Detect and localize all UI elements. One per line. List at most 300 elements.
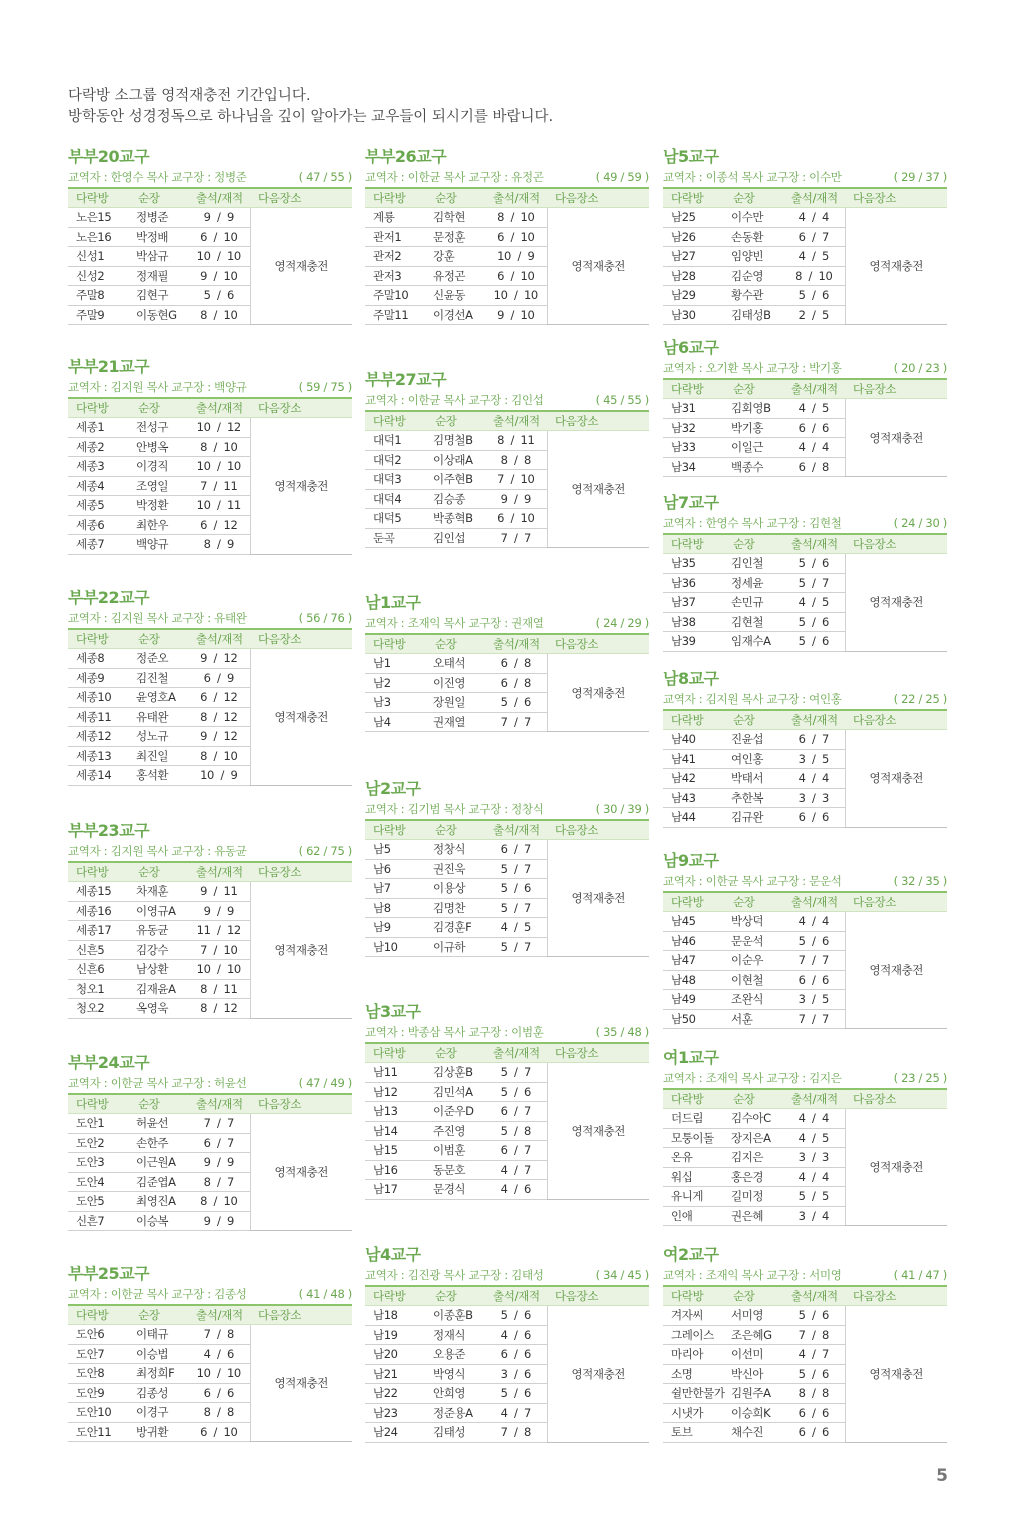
- cell-attendance: 3 / 6: [485, 1364, 547, 1384]
- table-header-row: [365, 188, 649, 208]
- cell-attendance: 6 / 12: [188, 688, 250, 708]
- table-header-cell: 순장: [427, 1043, 485, 1063]
- cell-attendance: 8 / 8: [485, 450, 547, 470]
- table-header-cell: 출석/재적: [188, 1305, 250, 1325]
- cell-attendance: 8 / 10: [188, 746, 250, 766]
- table-header-cell: 다음장소: [547, 411, 649, 431]
- table-header-cell: 순장: [427, 1286, 485, 1306]
- cell-darakbang: 남11: [365, 1063, 427, 1083]
- cell-darakbang: 그레이스: [663, 1325, 725, 1345]
- cell-attendance: 4 / 4: [783, 912, 845, 932]
- cell-attendance: 6 / 6: [783, 418, 845, 438]
- table-header-cell: 출석/재적: [783, 534, 845, 554]
- cell-darakbang: 대덕4: [365, 489, 427, 509]
- cell-leader: 허윤선: [130, 1114, 188, 1134]
- cell-attendance: 5 / 6: [783, 632, 845, 652]
- cell-attendance: 5 / 7: [485, 898, 547, 918]
- table-header-cell: 다락방: [68, 1094, 130, 1114]
- cell-leader: 박신아: [725, 1364, 783, 1384]
- cell-leader: 김태성: [427, 1423, 485, 1443]
- cell-darakbang: 관저2: [365, 247, 427, 267]
- cell-darakbang: 남3: [365, 693, 427, 713]
- cell-attendance: 5 / 6: [783, 1306, 845, 1326]
- cell-darakbang: 도안11: [68, 1422, 130, 1442]
- cell-next-place: 영적재충전: [845, 554, 947, 652]
- cell-leader: 이승법: [130, 1344, 188, 1364]
- cell-next-place: 영적재충전: [845, 1306, 947, 1443]
- district-title: 부부22교구: [68, 588, 150, 607]
- cell-darakbang: 토브: [663, 1423, 725, 1443]
- table-row: [365, 654, 649, 674]
- cell-leader: 유정곤: [427, 266, 485, 286]
- table-header-cell: 다음장소: [547, 820, 649, 840]
- intro-line-2: 방학동안 성경정독으로 하나님을 깊이 알아가는 교우들이 되시기를 바랍니다.: [68, 109, 554, 125]
- cell-next-place: 영적재충전: [547, 431, 649, 548]
- cell-leader: 김종성: [130, 1383, 188, 1403]
- district-score: ( 47 / 55 ): [298, 170, 352, 184]
- cell-leader: 서미영: [725, 1306, 783, 1326]
- cell-leader: 길미정: [725, 1187, 783, 1207]
- table-header-cell: 다락방: [663, 892, 725, 912]
- cell-attendance: 5 / 6: [783, 931, 845, 951]
- cell-attendance: 6 / 8: [485, 654, 547, 674]
- cell-leader: 권진욱: [427, 859, 485, 879]
- district-score: ( 32 / 35 ): [893, 874, 947, 888]
- cell-darakbang: 주말9: [68, 305, 130, 325]
- district-group: [365, 369, 649, 548]
- cell-darakbang: 세종9: [68, 668, 130, 688]
- cell-leader: 김지은: [725, 1148, 783, 1168]
- table-row: [663, 1109, 947, 1129]
- table-row: [365, 1063, 649, 1083]
- table-header-cell: 순장: [427, 634, 485, 654]
- cell-darakbang: 남17: [365, 1180, 427, 1200]
- cell-darakbang: 세종13: [68, 746, 130, 766]
- district-table: [68, 1093, 352, 1231]
- table-header-cell: 다락방: [68, 1305, 130, 1325]
- district-staff: 교역자 : 김기범 목사 교구장 : 정창식: [365, 802, 544, 816]
- cell-attendance: 7 / 7: [783, 1009, 845, 1029]
- district-score: ( 49 / 59 ): [595, 170, 649, 184]
- cell-darakbang: 청오2: [68, 999, 130, 1019]
- cell-attendance: 5 / 7: [485, 937, 547, 957]
- cell-darakbang: 남48: [663, 970, 725, 990]
- cell-darakbang: 남23: [365, 1403, 427, 1423]
- cell-darakbang: 노은15: [68, 208, 130, 228]
- cell-leader: 문경식: [427, 1180, 485, 1200]
- district-score: ( 41 / 47 ): [893, 1268, 947, 1282]
- cell-darakbang: 대덕2: [365, 450, 427, 470]
- district-staff: 교역자 : 김지원 목사 교구장 : 백양규: [68, 380, 247, 394]
- district-title: 남8교구: [663, 669, 719, 688]
- table-header-cell: 다락방: [663, 1089, 725, 1109]
- cell-leader: 윤영호A: [130, 688, 188, 708]
- cell-attendance: 5 / 6: [783, 286, 845, 306]
- district-staff: 교역자 : 김진광 목사 교구장 : 김태성: [365, 1268, 544, 1282]
- table-header-cell: 다음장소: [250, 862, 352, 882]
- table-header-cell: 출석/재적: [783, 1089, 845, 1109]
- table-header-cell: 순장: [725, 188, 783, 208]
- cell-leader: 이규하: [427, 937, 485, 957]
- cell-darakbang: 신흔7: [68, 1211, 130, 1231]
- cell-attendance: 6 / 9: [188, 668, 250, 688]
- cell-attendance: 8 / 10: [783, 266, 845, 286]
- district-score: ( 62 / 75 ): [298, 844, 352, 858]
- cell-leader: 조영일: [130, 476, 188, 496]
- cell-leader: 이순우: [725, 951, 783, 971]
- table-row: [663, 1306, 947, 1326]
- cell-leader: 정병준: [130, 208, 188, 228]
- district-staff: 교역자 : 조재익 목사 교구장 : 권재열: [365, 616, 544, 630]
- cell-darakbang: 세종16: [68, 901, 130, 921]
- district-staff: 교역자 : 박종삼 목사 교구장 : 이범훈: [365, 1025, 544, 1039]
- table-header-row: [68, 398, 352, 418]
- cell-next-place: 영적재충전: [845, 730, 947, 828]
- district-title: 부부26교구: [365, 147, 447, 166]
- table-header-row: [365, 411, 649, 431]
- district-staff: 교역자 : 이종석 목사 교구장 : 이수만: [663, 170, 842, 184]
- cell-darakbang: 남30: [663, 305, 725, 325]
- cell-attendance: 9 / 12: [188, 727, 250, 747]
- table-row: [663, 399, 947, 419]
- cell-leader: 김민석A: [427, 1082, 485, 1102]
- cell-attendance: 2 / 5: [783, 305, 845, 325]
- table-header-cell: 순장: [725, 1089, 783, 1109]
- cell-attendance: 3 / 3: [783, 1148, 845, 1168]
- district-staff: 교역자 : 이한균 목사 교구장 : 유정곤: [365, 170, 544, 184]
- cell-darakbang: 인애: [663, 1206, 725, 1226]
- table-header-cell: 순장: [725, 1286, 783, 1306]
- cell-attendance: 6 / 6: [783, 808, 845, 828]
- table-header-cell: 다락방: [365, 188, 427, 208]
- cell-attendance: 6 / 10: [188, 1422, 250, 1442]
- district-score: ( 23 / 25 ): [893, 1071, 947, 1085]
- district-meta: [68, 609, 352, 628]
- cell-darakbang: 남21: [365, 1364, 427, 1384]
- cell-darakbang: 세종15: [68, 882, 130, 902]
- district-group: [68, 820, 352, 1019]
- cell-leader: 김경훈F: [427, 918, 485, 938]
- table-header-row: [663, 188, 947, 208]
- cell-darakbang: 쉴만한물가: [663, 1384, 725, 1404]
- cell-darakbang: 도안7: [68, 1344, 130, 1364]
- district-staff: 교역자 : 이한균 목사 교구장 : 김종성: [68, 1287, 247, 1301]
- cell-attendance: 5 / 6: [783, 1364, 845, 1384]
- district-group: [365, 1244, 649, 1443]
- cell-darakbang: 남13: [365, 1102, 427, 1122]
- cell-attendance: 10 / 10: [188, 960, 250, 980]
- cell-darakbang: 남46: [663, 931, 725, 951]
- cell-leader: 김수아C: [725, 1109, 783, 1129]
- district-group: [365, 146, 649, 325]
- cell-darakbang: 남19: [365, 1325, 427, 1345]
- table-header-cell: 출석/재적: [485, 411, 547, 431]
- table-header-cell: 다음장소: [547, 634, 649, 654]
- district-staff: 교역자 : 이한균 목사 교구장 : 허윤선: [68, 1076, 247, 1090]
- table-header-cell: 다음장소: [845, 1089, 947, 1109]
- cell-darakbang: 남12: [365, 1082, 427, 1102]
- cell-leader: 이상래A: [427, 450, 485, 470]
- table-header-cell: 다락방: [663, 534, 725, 554]
- table-header-cell: 출석/재적: [783, 379, 845, 399]
- cell-leader: 김규완: [725, 808, 783, 828]
- cell-attendance: 10 / 11: [188, 496, 250, 516]
- district-meta: [68, 1285, 352, 1304]
- cell-darakbang: 주말11: [365, 305, 427, 325]
- cell-leader: 오태석: [427, 654, 485, 674]
- cell-darakbang: 대덕3: [365, 470, 427, 490]
- table-header-cell: 출석/재적: [783, 892, 845, 912]
- cell-attendance: 4 / 5: [783, 247, 845, 267]
- table-header-cell: 다음장소: [547, 188, 649, 208]
- cell-leader: 장원일: [427, 693, 485, 713]
- cell-attendance: 7 / 7: [783, 951, 845, 971]
- table-header-cell: 순장: [130, 398, 188, 418]
- cell-attendance: 9 / 9: [188, 1153, 250, 1173]
- table-header-cell: 출석/재적: [485, 188, 547, 208]
- district-title: 남3교구: [365, 1002, 421, 1021]
- cell-attendance: 6 / 6: [783, 970, 845, 990]
- cell-attendance: 6 / 8: [783, 457, 845, 477]
- district-score: ( 35 / 48 ): [595, 1025, 649, 1039]
- cell-darakbang: 세종1: [68, 418, 130, 438]
- district-table: [68, 187, 352, 325]
- cell-darakbang: 노은16: [68, 227, 130, 247]
- cell-leader: 이승복: [130, 1211, 188, 1231]
- cell-darakbang: 남6: [365, 859, 427, 879]
- cell-leader: 문운석: [725, 931, 783, 951]
- cell-darakbang: 세종2: [68, 437, 130, 457]
- cell-darakbang: 남18: [365, 1306, 427, 1326]
- cell-attendance: 6 / 7: [783, 227, 845, 247]
- table-row: [663, 730, 947, 750]
- cell-leader: 임재수A: [725, 632, 783, 652]
- district-staff: 교역자 : 오기환 목사 교구장 : 박기홍: [663, 361, 842, 375]
- cell-darakbang: 남40: [663, 730, 725, 750]
- cell-attendance: 4 / 5: [783, 593, 845, 613]
- cell-attendance: 7 / 7: [485, 712, 547, 732]
- table-row: [68, 649, 352, 669]
- table-header-cell: 다음장소: [845, 892, 947, 912]
- cell-attendance: 5 / 6: [188, 286, 250, 306]
- district-meta: [365, 391, 649, 410]
- cell-next-place: 영적재충전: [547, 1063, 649, 1200]
- district-table: [365, 187, 649, 325]
- cell-leader: 박종혁B: [427, 509, 485, 529]
- cell-next-place: 영적재충전: [250, 882, 352, 1019]
- table-header-cell: 다락방: [68, 188, 130, 208]
- cell-darakbang: 남2: [365, 673, 427, 693]
- cell-leader: 정세윤: [725, 573, 783, 593]
- cell-darakbang: 남42: [663, 769, 725, 789]
- cell-darakbang: 남35: [663, 554, 725, 574]
- table-row: [68, 1114, 352, 1134]
- cell-attendance: 7 / 8: [485, 1423, 547, 1443]
- cell-attendance: 9 / 11: [188, 882, 250, 902]
- cell-leader: 이선미: [725, 1345, 783, 1365]
- cell-darakbang: 남44: [663, 808, 725, 828]
- cell-leader: 유태완: [130, 707, 188, 727]
- district-meta: [68, 842, 352, 861]
- table-header-cell: 다음장소: [250, 1305, 352, 1325]
- table-header-row: [68, 188, 352, 208]
- district-score: ( 29 / 37 ): [893, 170, 947, 184]
- cell-attendance: 7 / 8: [188, 1325, 250, 1345]
- cell-attendance: 5 / 8: [485, 1121, 547, 1141]
- cell-darakbang: 남49: [663, 990, 725, 1010]
- table-header-cell: 다락방: [365, 411, 427, 431]
- cell-attendance: 7 / 10: [485, 470, 547, 490]
- cell-attendance: 5 / 6: [485, 1082, 547, 1102]
- district-meta: [68, 378, 352, 397]
- cell-leader: 김현철: [725, 612, 783, 632]
- table-header-cell: 다음장소: [845, 534, 947, 554]
- cell-attendance: 6 / 8: [485, 673, 547, 693]
- cell-leader: 방귀환: [130, 1422, 188, 1442]
- cell-attendance: 4 / 4: [783, 438, 845, 458]
- cell-darakbang: 도안10: [68, 1403, 130, 1423]
- cell-darakbang: 남25: [663, 208, 725, 228]
- cell-attendance: 8 / 11: [188, 979, 250, 999]
- table-header-cell: 다음장소: [547, 1286, 649, 1306]
- cell-leader: 안병옥: [130, 437, 188, 457]
- cell-attendance: 7 / 7: [485, 528, 547, 548]
- cell-leader: 유동균: [130, 921, 188, 941]
- district-staff: 교역자 : 조재익 목사 교구장 : 김지은: [663, 1071, 842, 1085]
- cell-leader: 김명찬: [427, 898, 485, 918]
- cell-leader: 홍은경: [725, 1167, 783, 1187]
- cell-attendance: 10 / 9: [188, 766, 250, 786]
- cell-attendance: 9 / 10: [188, 266, 250, 286]
- table-header-cell: 다음장소: [845, 1286, 947, 1306]
- district-meta: [365, 614, 649, 633]
- table-header-cell: 출석/재적: [485, 634, 547, 654]
- district-score: ( 34 / 45 ): [595, 1268, 649, 1282]
- cell-leader: 안희영: [427, 1384, 485, 1404]
- table-header-cell: 다락방: [663, 188, 725, 208]
- table-header-cell: 출석/재적: [188, 629, 250, 649]
- cell-attendance: 4 / 6: [188, 1344, 250, 1364]
- table-header-cell: 다음장소: [250, 1094, 352, 1114]
- cell-attendance: 8 / 11: [485, 431, 547, 451]
- cell-leader: 정창식: [427, 840, 485, 860]
- cell-leader: 박삼규: [130, 247, 188, 267]
- cell-leader: 이일근: [725, 438, 783, 458]
- cell-leader: 여인홍: [725, 749, 783, 769]
- cell-next-place: 영적재충전: [547, 1306, 649, 1443]
- cell-darakbang: 둔곡: [365, 528, 427, 548]
- cell-leader: 김원주A: [725, 1384, 783, 1404]
- cell-leader: 김진철: [130, 668, 188, 688]
- table-header-cell: 출석/재적: [485, 820, 547, 840]
- district-title: 남4교구: [365, 1245, 421, 1264]
- cell-leader: 박태서: [725, 769, 783, 789]
- cell-leader: 박기홍: [725, 418, 783, 438]
- table-header-row: [663, 710, 947, 730]
- cell-darakbang: 남20: [365, 1345, 427, 1365]
- table-header-row: [365, 634, 649, 654]
- district-meta: [663, 514, 947, 533]
- table-row: [663, 208, 947, 228]
- table-header-cell: 다락방: [663, 1286, 725, 1306]
- table-header-row: [68, 1305, 352, 1325]
- table-header-row: [663, 1286, 947, 1306]
- cell-leader: 최정희F: [130, 1364, 188, 1384]
- cell-next-place: 영적재충전: [845, 399, 947, 477]
- cell-darakbang: 남9: [365, 918, 427, 938]
- cell-attendance: 6 / 6: [485, 1345, 547, 1365]
- district-group: [663, 146, 947, 325]
- table-row: [68, 882, 352, 902]
- cell-darakbang: 남38: [663, 612, 725, 632]
- cell-darakbang: 남8: [365, 898, 427, 918]
- cell-darakbang: 대덕1: [365, 431, 427, 451]
- table-header-cell: 다락방: [68, 398, 130, 418]
- district-score: ( 59 / 75 ): [298, 380, 352, 394]
- cell-darakbang: 계룡: [365, 208, 427, 228]
- cell-leader: 박정배: [130, 227, 188, 247]
- table-header-cell: 다락방: [68, 629, 130, 649]
- cell-leader: 이현철: [725, 970, 783, 990]
- cell-attendance: 7 / 7: [188, 1114, 250, 1134]
- cell-leader: 이경직: [130, 457, 188, 477]
- cell-attendance: 6 / 10: [485, 509, 547, 529]
- cell-darakbang: 남24: [365, 1423, 427, 1443]
- cell-leader: 김순영: [725, 266, 783, 286]
- cell-leader: 이종훈B: [427, 1306, 485, 1326]
- cell-darakbang: 도안3: [68, 1153, 130, 1173]
- cell-attendance: 6 / 6: [783, 1403, 845, 1423]
- cell-darakbang: 남34: [663, 457, 725, 477]
- cell-darakbang: 남7: [365, 879, 427, 899]
- district-table: [68, 1304, 352, 1442]
- table-header-row: [663, 379, 947, 399]
- table-header-row: [663, 1089, 947, 1109]
- district-title: 부부24교구: [68, 1053, 150, 1072]
- cell-attendance: 7 / 8: [783, 1325, 845, 1345]
- cell-attendance: 8 / 9: [188, 535, 250, 555]
- cell-leader: 정준용A: [427, 1403, 485, 1423]
- district-group: [365, 1001, 649, 1200]
- cell-darakbang: 남27: [663, 247, 725, 267]
- cell-attendance: 4 / 4: [783, 208, 845, 228]
- cell-darakbang: 세종7: [68, 535, 130, 555]
- district-title: 남6교구: [663, 338, 719, 357]
- district-title: 남9교구: [663, 851, 719, 870]
- district-table: [68, 628, 352, 786]
- cell-next-place: 영적재충전: [547, 654, 649, 732]
- district-group: [365, 592, 649, 732]
- district-table: [68, 397, 352, 555]
- cell-darakbang: 관저1: [365, 227, 427, 247]
- table-header-cell: 순장: [130, 188, 188, 208]
- cell-darakbang: 신성1: [68, 247, 130, 267]
- district-staff: 교역자 : 김지원 목사 교구장 : 유태완: [68, 611, 247, 625]
- table-header-cell: 다음장소: [845, 710, 947, 730]
- table-header-row: [68, 1094, 352, 1114]
- cell-attendance: 3 / 5: [783, 990, 845, 1010]
- district-staff: 교역자 : 한영수 목사 교구장 : 김현철: [663, 516, 842, 530]
- table-header-cell: 순장: [427, 820, 485, 840]
- cell-leader: 이수만: [725, 208, 783, 228]
- table-header-cell: 다락방: [68, 862, 130, 882]
- cell-attendance: 10 / 10: [188, 457, 250, 477]
- table-header-row: [68, 862, 352, 882]
- cell-darakbang: 남10: [365, 937, 427, 957]
- district-meta: [663, 359, 947, 378]
- district-meta: [68, 168, 352, 187]
- table-row: [365, 431, 649, 451]
